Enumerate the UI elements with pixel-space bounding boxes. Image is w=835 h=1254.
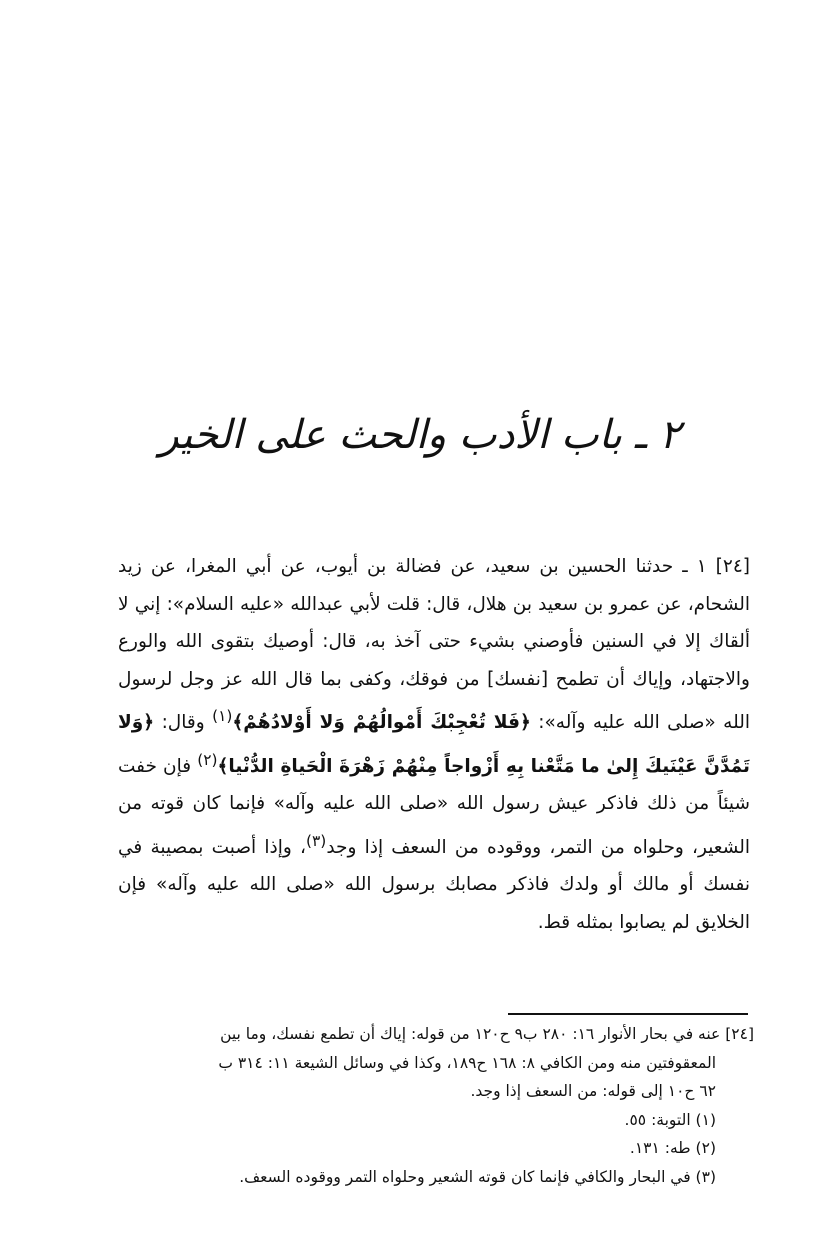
source-footnote-line: المعقوفتين منه ومن الكافي ٨: ١٦٨ ح١٨٩، وكذا في وسائل الشيعة ١١: ٣١٤ ب (218, 1053, 716, 1072)
hadith-text-part-1: [٢٤] ١ ـ حدثنا الحسين بن سعيد، عن فضالة بن أيوب، عن أبي المغرا، عن زيد الشحام، عن عمرو بن سعيد بن هلال، قال: قلت لأبي عبدالله «عليه السلام»: إني لا ألقاك إلا في السنين فأوصني بشيء حتى آخذ به، قال: أوصيك بتقوى الله والورع والاجتهاد، وإياك أن تطمح [نفسك] من فوقك، وكفى بما قال الله عز وجل لرسول الله «صلى الله عليه وآله»: (118, 556, 750, 734)
footnote-ref-1: (١) (212, 707, 233, 725)
source-footnote-line: [٢٤] عنه في بحار الأنوار ١٦: ٢٨٠ ب٩ ح١٢٠ من قوله: إياك أن تطمع نفسك، وما بين (220, 1025, 754, 1043)
chapter-heading: ٢ ـ باب الأدب والحث على الخير (159, 412, 681, 458)
footnote-ref-3: (٣) (306, 831, 327, 850)
footnote-3: (٣) في البحار والكافي فإنما كان قوته الشعير وحلواه التمر ووقوده السعف. (239, 1167, 716, 1186)
quran-verse-2: ﴿وَلا تَمُدَّنَّ عَيْنَيكَ إِلىٰ ما مَتَّعْنا بِهِ أَزْواجاً مِنْهُمْ زَهْرَةَ الْحَياةِ الدُّنْيا﴾ (118, 712, 750, 777)
footnote-divider (508, 1013, 748, 1015)
footnotes-section (118, 1020, 754, 1191)
source-footnote (118, 1020, 754, 1106)
hadith-text-part-2: وقال: (161, 712, 213, 734)
hadith-text-part-4: ، وإذا أصبت بمصيبة في نفسك أو مالك أو ولدك فاذكر مصابك برسول الله «صلى الله عليه وآله» فإن الخلايق لم يصابوا بمثله قط. (118, 836, 750, 933)
hadith-text-part-3: فإن خفت شيئاً من ذلك فاذكر عيش رسول الله «صلى الله عليه وآله» فإنما كان قوته من الشعير، وحلواه من التمر، ووقوده من السعف إذا وجد (118, 755, 751, 858)
source-footnote-line: ٦٢ ح١٠ إلى قوله: من السعف إذا وجد. (470, 1082, 716, 1100)
quran-verse-1: ﴿فَلا تُعْجِبْكَ أَمْوالُهُمْ وَلا أَوْلادُهُمْ﴾ (232, 712, 531, 734)
footnote-2: (٢) طه: ١٣١. (629, 1139, 716, 1157)
hadith-paragraph (118, 548, 750, 941)
footnote-1: (١) التوبة: ٥٥. (624, 1110, 716, 1129)
footnote-ref-2: (٢) (197, 750, 218, 769)
